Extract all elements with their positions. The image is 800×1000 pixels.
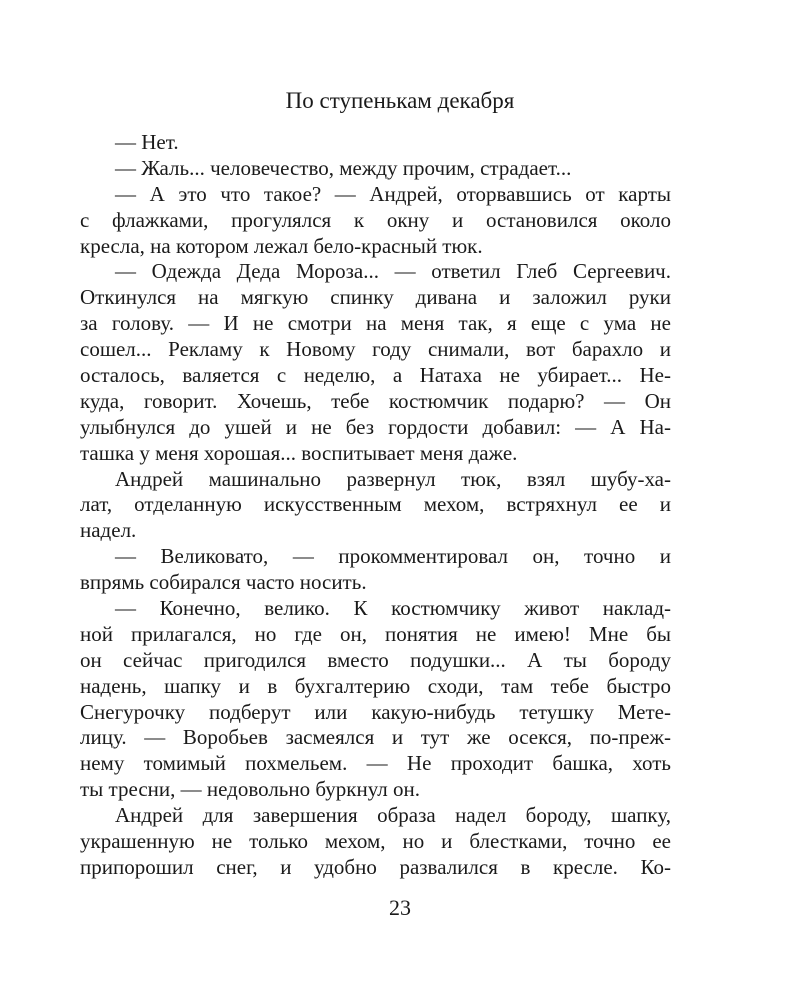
text-line: за голову. — И не смотри на меня так, я еще с ума не	[80, 311, 671, 336]
page-number: 23	[389, 895, 411, 920]
text-line: — А это что такое? — Андрей, оторвавшись от карты	[115, 181, 671, 206]
text-line: — Конечно, велико. К костюмчику живот наклад-	[115, 596, 671, 621]
text-line: надень, шапку и в бухгалтерию сходи, там тебе быстро	[80, 673, 671, 698]
text-line: — Жаль... человечество, между прочим, страдает...	[115, 155, 572, 180]
text-line: улыбнулся до ушей и не без гордости добавил: — А На-	[80, 414, 671, 439]
text-line: ты тресни, — недовольно буркнул он.	[80, 777, 420, 802]
text-line: Откинулся на мягкую спинку дивана и заложил руки	[80, 285, 671, 310]
text-line: он сейчас пригодился вместо подушки... А ты бороду	[80, 647, 671, 672]
text-line: Снегурочку подберут или какую-нибудь тетушку Мете-	[80, 699, 671, 724]
text-line: сошел... Рекламу к Новому году снимали, вот барахло и	[80, 337, 671, 362]
text-line: лицу. — Воробьев засмеялся и тут же осекся, по-преж-	[80, 725, 671, 750]
text-line: кресла, на котором лежал бело-красный тюк.	[80, 233, 483, 258]
text-line: нему томимый похмельем. — Не проходит башка, хоть	[80, 751, 671, 776]
text-line: впрямь собирался часто носить.	[80, 570, 367, 595]
text-line: украшенную не только мехом, но и блестками, точно ее	[80, 829, 671, 854]
body-text	[80, 130, 671, 881]
running-header: По ступенькам декабря	[285, 88, 515, 113]
text-line: куда, говорит. Хочешь, тебе костюмчик подарю? — Он	[80, 388, 671, 413]
text-line: припорошил снег, и удобно развалился в кресле. Ко-	[80, 854, 671, 879]
text-line: — Одежда Деда Мороза... — ответил Глеб Сергеевич.	[115, 259, 671, 284]
text-line: Андрей машинально развернул тюк, взял шубу-ха-	[115, 466, 671, 491]
text-line: ной прилагался, но где он, понятия не имею! Мне бы	[80, 621, 671, 646]
text-line: с флажками, прогулялся к окну и остановился около	[80, 207, 671, 232]
text-line: надел.	[80, 518, 137, 543]
text-line: ташка у меня хорошая... воспитывает меня даже.	[80, 440, 518, 465]
text-line: — Великовато, — прокомментировал он, точно и	[115, 544, 671, 569]
text-line: осталось, валяется с неделю, а Натаха не убирает... Не-	[80, 363, 671, 388]
text-line: — Нет.	[115, 130, 179, 154]
text-line: Андрей для завершения образа надел бороду, шапку,	[115, 803, 671, 828]
text-line: лат, отделанную искусственным мехом, встряхнул ее и	[80, 492, 671, 517]
